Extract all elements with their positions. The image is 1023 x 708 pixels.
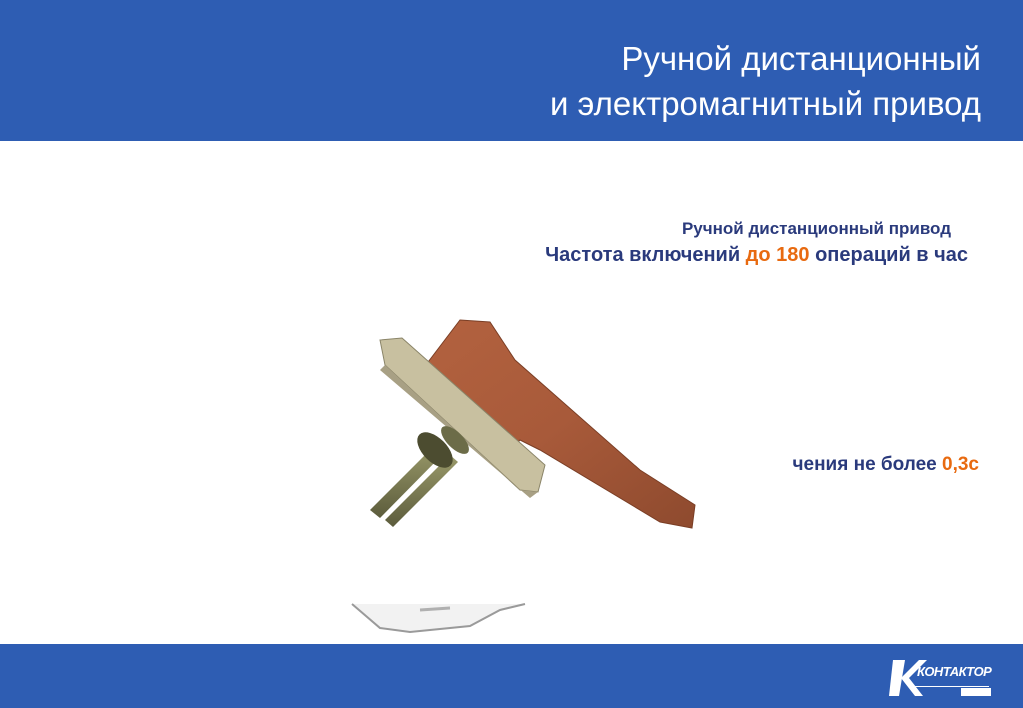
switch-time-line [792,454,979,476]
header-bar [0,0,1023,141]
device-housing-edge [350,600,530,636]
time-value: 0,3с [942,454,979,475]
frequency-prefix: Частота включений [545,244,746,266]
subtitle: Ручной дистанционный привод [681,219,951,238]
frequency-line [545,244,968,267]
time-prefix: чения не более [792,454,943,475]
title-line-2: и электромагнитный привод [549,85,981,122]
handle-drive-image [340,300,710,540]
footer-bar [0,644,1023,708]
page-title [550,36,981,126]
frequency-suffix: операций в час [809,244,968,266]
title-line-1: Ручной дистанционный [621,40,981,77]
frequency-value: 180 [776,244,810,266]
frequency-do: до [745,244,771,266]
logo-text: КОНТАКТОР [917,664,992,679]
